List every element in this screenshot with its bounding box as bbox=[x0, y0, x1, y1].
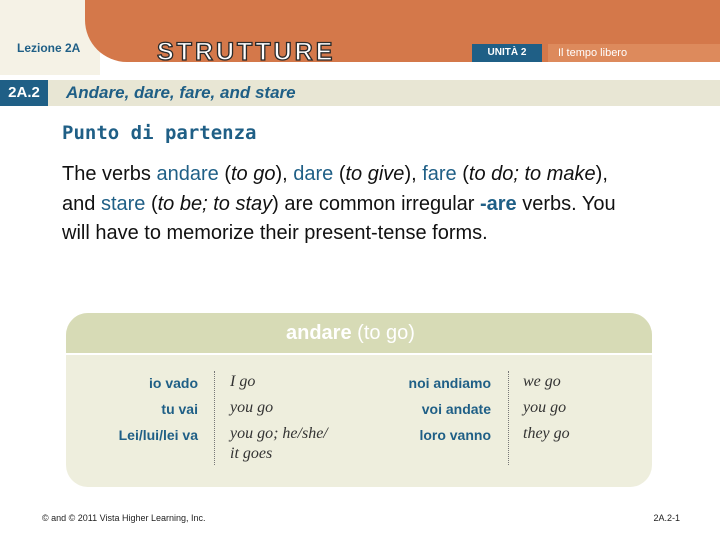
text: ), and bbox=[62, 163, 608, 215]
singular-form-1: io vado bbox=[148, 375, 198, 391]
intro-paragraph bbox=[62, 160, 642, 249]
column-divider bbox=[508, 371, 509, 465]
plural-form-2: voi andate bbox=[421, 401, 491, 417]
text: The verbs bbox=[62, 163, 157, 185]
text: ( bbox=[456, 163, 469, 185]
translation: to go bbox=[230, 163, 276, 185]
slide-number: 2A.2-1 bbox=[653, 513, 680, 523]
translation: to give bbox=[345, 163, 405, 185]
conjugation-table bbox=[66, 313, 652, 487]
text: ), bbox=[404, 163, 423, 185]
text: ) are common irregular bbox=[272, 192, 480, 215]
verb-andare: andare bbox=[156, 163, 219, 185]
subheading: Punto di partenza bbox=[62, 122, 257, 144]
lesson-label: Lezione 2A bbox=[17, 41, 81, 55]
translation: to do; to make bbox=[468, 163, 596, 185]
unit-topic: Il tempo libero bbox=[548, 44, 720, 62]
text: ( bbox=[218, 163, 231, 185]
unit-badge: UNITÀ 2 bbox=[472, 44, 542, 62]
singular-translation-2: you go bbox=[230, 399, 274, 416]
singular-form-3: Lei/lui/lei va bbox=[118, 427, 198, 443]
plural-form-1: noi andiamo bbox=[408, 375, 491, 391]
text: ), bbox=[275, 163, 294, 185]
singular-translation-3: you go; he/she/ bbox=[230, 425, 328, 442]
text: ( bbox=[333, 163, 346, 185]
header-divider bbox=[66, 353, 652, 355]
verb-ending: -are bbox=[479, 192, 517, 215]
plural-form-3: loro vanno bbox=[419, 427, 491, 443]
singular-form-2: tu vai bbox=[161, 401, 198, 417]
plural-translation-3: they go bbox=[523, 425, 570, 442]
copyright-notice: © and © 2011 Vista Higher Learning, Inc. bbox=[42, 513, 206, 523]
verb-dare: dare bbox=[293, 163, 334, 185]
verb-stare: stare bbox=[100, 192, 146, 215]
text: verbs. You will have to memorize their present-tense forms. bbox=[62, 192, 616, 244]
conjugation-title bbox=[286, 313, 415, 353]
plural-translation-2: you go bbox=[523, 399, 567, 416]
singular-translation-1: I go bbox=[230, 373, 256, 390]
section-word: STRUTTURE bbox=[157, 38, 336, 66]
column-divider bbox=[214, 371, 215, 465]
plural-translation-1: we go bbox=[523, 373, 561, 390]
verb-fare: fare bbox=[422, 163, 457, 185]
section-title: Andare, dare, fare, and stare bbox=[66, 83, 296, 102]
section-code: 2A.2 bbox=[0, 80, 48, 106]
singular-translation-3b: it goes bbox=[230, 445, 273, 462]
verb-name: andare bbox=[286, 322, 352, 344]
text: ( bbox=[145, 192, 158, 215]
verb-meaning: (to go) bbox=[357, 322, 415, 344]
translation: to be; to stay bbox=[157, 192, 273, 215]
